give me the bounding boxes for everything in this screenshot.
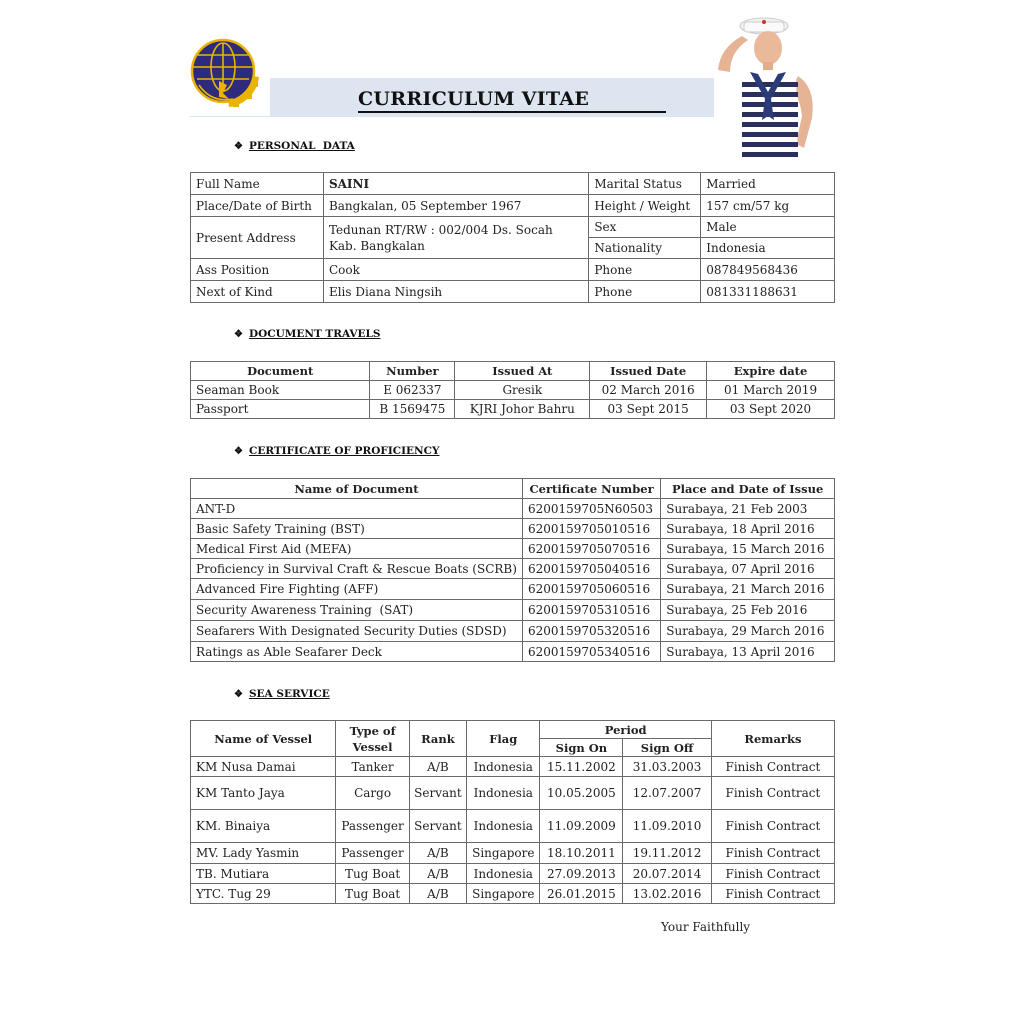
cell-flag: Indonesia (467, 864, 540, 884)
label-nationality: Nationality (589, 238, 701, 259)
col-name-of-document: Name of Document (191, 479, 523, 499)
cell-type: Passenger (336, 843, 409, 864)
cell-cert-name: Security Awareness Training (SAT) (191, 600, 523, 621)
col-type: Type of Vessel (336, 721, 409, 757)
cell-cert-issue: Surabaya, 29 March 2016 (661, 621, 835, 642)
label-marital-status: Marital Status (589, 173, 701, 195)
cell-type: Passenger (336, 810, 409, 843)
label-height-weight: Height / Weight (589, 195, 701, 217)
col-place-date-issue: Place and Date of Issue (661, 479, 835, 499)
diamond-bullet-icon: ❖ (234, 141, 243, 152)
cell-issued-date: 02 March 2016 (590, 381, 707, 400)
table-row (191, 864, 835, 884)
section-heading-certificates: ❖ CERTIFICATE OF PROFICIENCY (234, 445, 440, 457)
cell-vessel: YTC. Tug 29 (191, 884, 336, 904)
cell-vessel: KM. Binaiya (191, 810, 336, 843)
cell-cert-issue: Surabaya, 07 April 2016 (661, 559, 835, 579)
cell-cert-issue: Surabaya, 21 Feb 2003 (661, 499, 835, 519)
cell-cert-name: Advanced Fire Fighting (AFF) (191, 579, 523, 600)
cell-sign-off: 13.02.2016 (623, 884, 712, 904)
cell-cert-issue: Surabaya, 13 April 2016 (661, 642, 835, 662)
table-row (191, 621, 835, 642)
value-position: Cook (323, 259, 588, 281)
cell-expire-date: 03 Sept 2020 (707, 400, 835, 419)
table-row (191, 195, 835, 217)
section-heading-personal: ❖ PERSONAL DATA (234, 140, 355, 152)
cell-remarks: Finish Contract (711, 843, 834, 864)
value-height-weight: 157 cm/57 kg (701, 195, 835, 217)
label-next-of-kin: Next of Kind (191, 281, 324, 303)
cell-cert-name: Basic Safety Training (BST) (191, 519, 523, 539)
cell-vessel: KM Tanto Jaya (191, 777, 336, 810)
cell-sign-on: 27.09.2013 (540, 864, 623, 884)
table-row (191, 400, 835, 419)
cell-type: Cargo (336, 777, 409, 810)
title-underline (358, 111, 666, 113)
cell-sign-on: 18.10.2011 (540, 843, 623, 864)
cell-remarks: Finish Contract (711, 810, 834, 843)
cell-vessel: KM Nusa Damai (191, 757, 336, 777)
cell-sign-off: 19.11.2012 (623, 843, 712, 864)
cell-sign-on: 26.01.2015 (540, 884, 623, 904)
value-phone: 087849568436 (701, 259, 835, 281)
table-row (191, 381, 835, 400)
label-full-name: Full Name (191, 173, 324, 195)
label-phone-2: Phone (589, 281, 701, 303)
cell-number: E 062337 (370, 381, 455, 400)
value-full-name: SAINI (323, 173, 588, 195)
value-next-of-kin: Elis Diana Ningsih (323, 281, 588, 303)
cell-cert-name: ANT-D (191, 499, 523, 519)
cell-flag: Indonesia (467, 777, 540, 810)
table-row (191, 217, 835, 238)
title-divider (190, 116, 714, 117)
document-travels-table (190, 361, 835, 419)
table-row (191, 843, 835, 864)
value-marital-status: Married (701, 173, 835, 195)
cell-cert-name: Ratings as Able Seafarer Deck (191, 642, 523, 662)
cell-type: Tanker (336, 757, 409, 777)
cell-flag: Indonesia (467, 810, 540, 843)
cell-rank: A/B (409, 864, 466, 884)
cell-cert-name: Seafarers With Designated Security Duties (SDSD) (191, 621, 523, 642)
col-expire-date: Expire date (707, 362, 835, 381)
cell-rank: Servant (409, 810, 466, 843)
col-flag: Flag (467, 721, 540, 757)
value-nationality: Indonesia (701, 238, 835, 259)
cell-cert-name: Proficiency in Survival Craft & Rescue Boats (SCRB) (191, 559, 523, 579)
label-position: Ass Position (191, 259, 324, 281)
table-row (191, 281, 835, 303)
table-row (191, 519, 835, 539)
cell-rank: Servant (409, 777, 466, 810)
cell-issued-at: Gresik (455, 381, 590, 400)
col-number: Number (370, 362, 455, 381)
table-row (191, 884, 835, 904)
sailor-boy-saluting-photo (712, 8, 830, 164)
cell-rank: A/B (409, 843, 466, 864)
cell-cert-number: 6200159705060516 (522, 579, 660, 600)
col-vessel: Name of Vessel (191, 721, 336, 757)
table-row (191, 777, 835, 810)
cell-document: Passport (191, 400, 370, 419)
cell-cert-number: 6200159705320516 (522, 621, 660, 642)
cell-cert-number: 6200159705010516 (522, 519, 660, 539)
col-issued-date: Issued Date (590, 362, 707, 381)
cell-document: Seaman Book (191, 381, 370, 400)
cell-type: Tug Boat (336, 884, 409, 904)
cell-issued-at: KJRI Johor Bahru (455, 400, 590, 419)
section-heading-documents: ❖ DOCUMENT TRAVELS (234, 328, 381, 340)
cell-flag: Singapore (467, 884, 540, 904)
sea-service-table (190, 720, 835, 904)
label-birth: Place/Date of Birth (191, 195, 324, 217)
page-title: CURRICULUM VITAE (358, 88, 590, 110)
globe-gear-emblem-icon (189, 37, 261, 109)
cell-sign-on: 11.09.2009 (540, 810, 623, 843)
label-address: Present Address (191, 217, 324, 259)
cell-rank: A/B (409, 757, 466, 777)
value-address: Tedunan RT/RW : 002/004 Ds. Socah Kab. Bangkalan (323, 217, 588, 259)
cell-cert-issue: Surabaya, 15 March 2016 (661, 539, 835, 559)
cell-sign-off: 12.07.2007 (623, 777, 712, 810)
cell-sign-on: 10.05.2005 (540, 777, 623, 810)
cell-cert-issue: Surabaya, 21 March 2016 (661, 579, 835, 600)
cell-remarks: Finish Contract (711, 777, 834, 810)
table-row (191, 539, 835, 559)
cell-sign-off: 31.03.2003 (623, 757, 712, 777)
col-rank: Rank (409, 721, 466, 757)
cell-sign-off: 20.07.2014 (623, 864, 712, 884)
value-birth: Bangkalan, 05 September 1967 (323, 195, 588, 217)
table-row (191, 579, 835, 600)
cell-sign-on: 15.11.2002 (540, 757, 623, 777)
certificates-table (190, 478, 835, 662)
col-certificate-number: Certificate Number (522, 479, 660, 499)
diamond-bullet-icon: ❖ (234, 329, 243, 340)
label-phone: Phone (589, 259, 701, 281)
table-row (191, 810, 835, 843)
cell-cert-issue: Surabaya, 25 Feb 2016 (661, 600, 835, 621)
col-sign-on: Sign On (540, 739, 623, 757)
value-phone-2: 081331188631 (701, 281, 835, 303)
cell-rank: A/B (409, 884, 466, 904)
cell-flag: Singapore (467, 843, 540, 864)
cell-remarks: Finish Contract (711, 864, 834, 884)
cell-cert-number: 6200159705070516 (522, 539, 660, 559)
cell-cert-number: 6200159705340516 (522, 642, 660, 662)
cell-flag: Indonesia (467, 757, 540, 777)
table-row (191, 559, 835, 579)
section-heading-sea-service: ❖ SEA SERVICE (234, 688, 330, 700)
col-sign-off: Sign Off (623, 739, 712, 757)
table-row (191, 499, 835, 519)
cell-issued-date: 03 Sept 2015 (590, 400, 707, 419)
table-header-row (191, 479, 835, 499)
diamond-bullet-icon: ❖ (234, 689, 243, 700)
cell-cert-name: Medical First Aid (MEFA) (191, 539, 523, 559)
value-sex: Male (701, 217, 835, 238)
cell-sign-off: 11.09.2010 (623, 810, 712, 843)
col-remarks: Remarks (711, 721, 834, 757)
cell-type: Tug Boat (336, 864, 409, 884)
col-document: Document (191, 362, 370, 381)
cell-remarks: Finish Contract (711, 884, 834, 904)
cell-vessel: TB. Mutiara (191, 864, 336, 884)
table-header-row (191, 721, 835, 739)
cell-cert-issue: Surabaya, 18 April 2016 (661, 519, 835, 539)
col-period: Period (540, 721, 711, 739)
label-sex: Sex (589, 217, 701, 238)
table-row (191, 600, 835, 621)
col-issued-at: Issued At (455, 362, 590, 381)
closing-text: Your Faithfully (661, 920, 751, 934)
cell-vessel: MV. Lady Yasmin (191, 843, 336, 864)
cell-cert-number: 6200159705N60503 (522, 499, 660, 519)
table-row (191, 757, 835, 777)
personal-data-table (190, 172, 835, 303)
cell-remarks: Finish Contract (711, 757, 834, 777)
cell-cert-number: 6200159705040516 (522, 559, 660, 579)
diamond-bullet-icon: ❖ (234, 446, 243, 457)
table-row (191, 642, 835, 662)
cell-expire-date: 01 March 2019 (707, 381, 835, 400)
table-header-row (191, 362, 835, 381)
table-row (191, 173, 835, 195)
cell-cert-number: 6200159705310516 (522, 600, 660, 621)
cell-number: B 1569475 (370, 400, 455, 419)
table-row (191, 259, 835, 281)
